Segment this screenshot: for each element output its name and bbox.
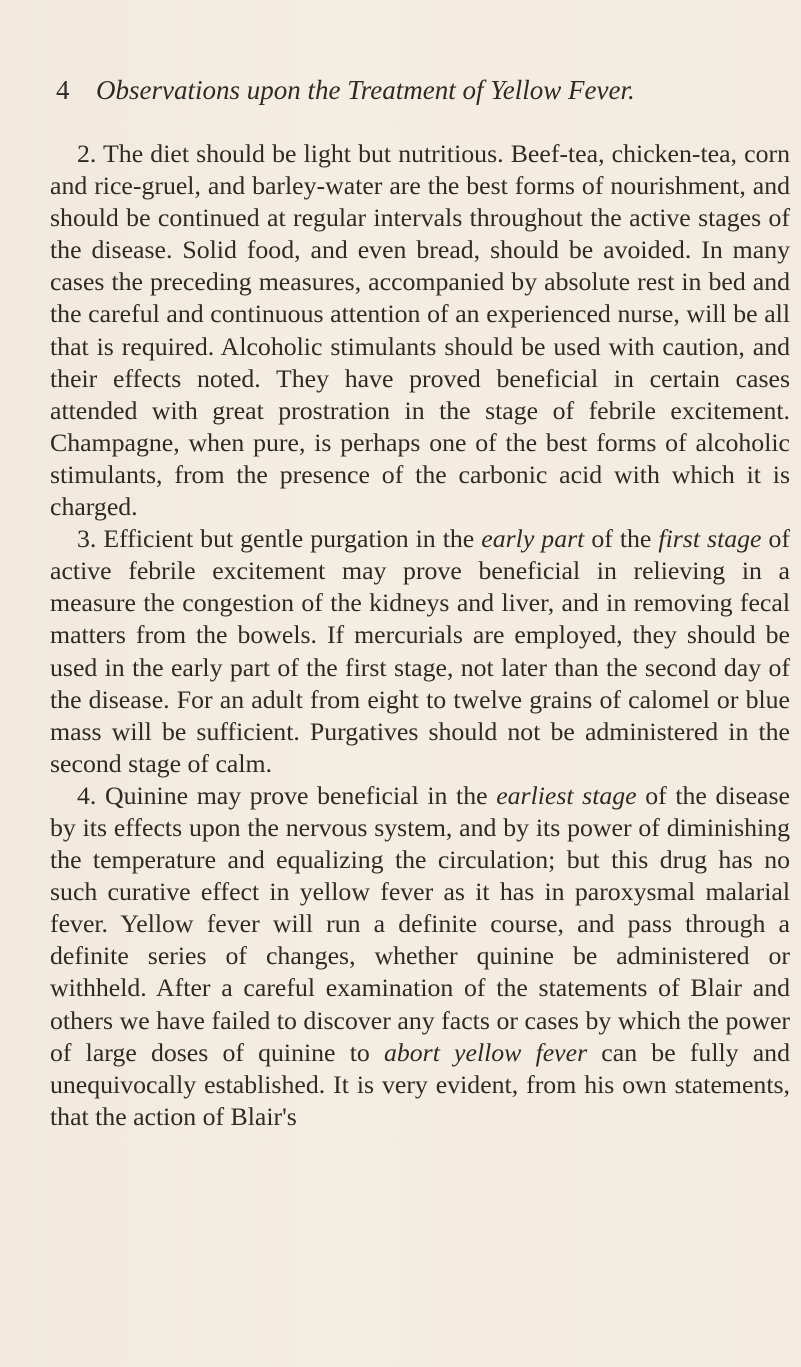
running-title: Observations upon the Treatment of Yellow Fever. xyxy=(96,75,635,105)
paragraph-4 xyxy=(50,780,790,1133)
paragraph-2 xyxy=(50,138,790,523)
emphasis-abort-yellow-fever: abort yellow fever xyxy=(383,1037,588,1067)
paragraph-4-text-2: of the disease by its effects upon the nervous system, and by its power of diminishing the temperature and equalizing the circulation; but this drug has no such curative effect in yellow fever as it has in paroxysmal malarial fever. Yellow fever will run a definite course, and pass through a definite series of changes, whether quinine be administered or withheld. After a careful examination of the statements of Blair and others we have failed to discover any facts or cases by which the power of large doses of quinine to xyxy=(50,780,790,1067)
paragraph-3-text-1: 3. Efficient but gentle purgation in the xyxy=(77,524,482,554)
page-number: 4 xyxy=(56,75,70,105)
paragraph-3-text-2: of the xyxy=(584,524,659,554)
emphasis-first-stage: first stage xyxy=(658,524,762,554)
body-text xyxy=(50,138,790,1133)
emphasis-early-part: early part xyxy=(481,524,585,554)
page-header xyxy=(56,70,796,110)
emphasis-earliest-stage: earliest stage xyxy=(496,780,637,810)
paragraph-2-text: 2. The diet should be light but nutritious. Beef-tea, chicken-tea, corn and rice-gruel, and barley-water are the best forms of nourishment, and should be continued at regular intervals throughout the active stages of the disease. Solid food, and even bread, should be avoided. In many cases the preceding measures, accompanied by absolute rest in bed and the careful and continuous attention of an experienced nurse, will be all that is required. Alcoholic stimulants should be used with caution, and their effects noted. They have proved beneficial in certain cases attended with great prostration in the stage of febrile excitement. Champagne, when pure, is perhaps one of the best forms of alcoholic stimulants, from the presence of the carbonic acid with which it is charged. xyxy=(50,139,790,522)
paragraph-4-text-3: can be fully and unequivocally established. It is very evident, from his own statements, that the action of Blair's xyxy=(50,1037,790,1131)
paragraph-3 xyxy=(50,523,790,780)
paragraph-3-text-3: of active febrile excitement may prove beneficial in relieving in a measure the congestion of the kidneys and liver, and in removing fecal matters from the bowels. If mercurials are employed, they should be used in the early part of the first stage, not later than the second day of the disease. For an adult from eight to twelve grains of calomel or blue mass will be sufficient. Purgatives should not be administered in the second stage of calm. xyxy=(50,524,790,778)
paragraph-4-text-1: 4. Quinine may prove beneficial in the xyxy=(77,780,497,810)
